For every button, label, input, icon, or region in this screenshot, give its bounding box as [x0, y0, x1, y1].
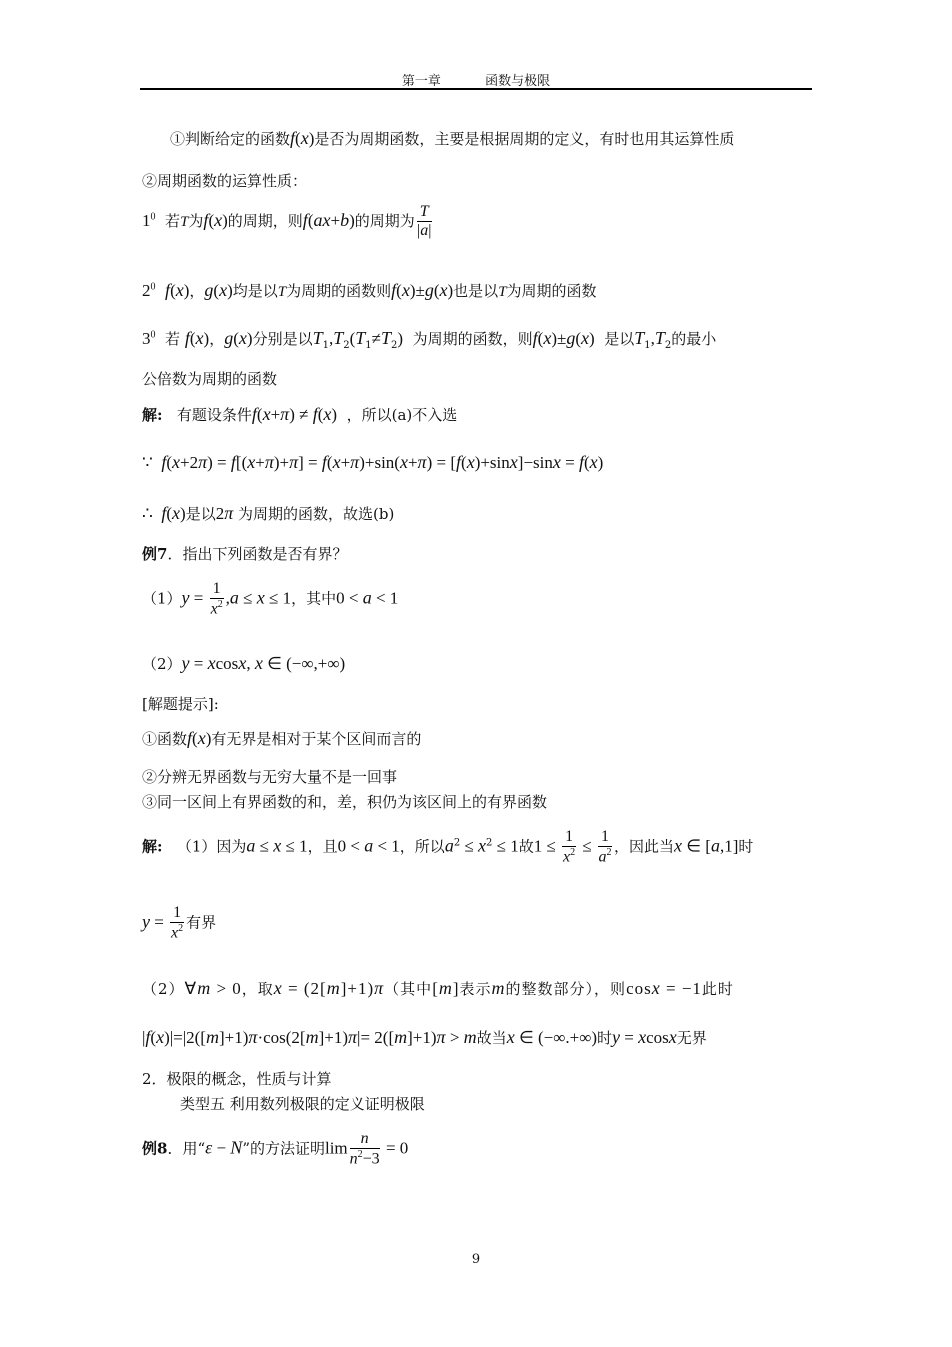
text-line: 例7．指出下列函数是否有界？: [142, 545, 348, 563]
page-number: 9: [471, 1252, 481, 1267]
page-header: [140, 70, 812, 90]
text-line: ②分辨无界函数与无穷大量不是一回事: [142, 768, 398, 786]
text-line: ①判断给定的函数f(x)是否为周期函数，主要是根据周期的定义，有时也用其运算性质: [170, 128, 735, 148]
text-line: 公倍数为周期的函数: [142, 370, 278, 388]
text-line: ②周期函数的运算性质：: [142, 172, 308, 190]
text-line: （2）∀m > 0，取x = (2[m]+1)π（其中[m]表示m的整数部分），则cosx = −1此时: [142, 978, 734, 998]
chapter-label: 第一章: [401, 74, 441, 89]
text-line: ①函数f(x)有无界是相对于某个区间而言的: [142, 728, 422, 748]
text-line: $1^0$ 若T为f(x)的周期，则f(ax+b)的周期为 $\frac{T}{|a|}$: [142, 203, 432, 240]
text-line: （1）y = $\frac{1}{x^2}$ ,a ≤ x ≤ 1，其中0 < a < 1: [142, 580, 399, 618]
text-line: y = $\frac{1}{x^2}$ 有界: [142, 904, 217, 942]
text-line: 解: 有题设条件f(x+π) ≠ f(x) ，所以(a)不入选: [142, 404, 458, 424]
text-line: $3^0$ 若 f(x)，g(x)分别是以$T_1,T_2(T_1\ne T_2)$ 为周期的函数，则f(x)±g(x) 是以$T_1,T_2$的最小: [142, 328, 717, 351]
text-line: [解题提示]:: [142, 695, 219, 713]
text-line: $2^0$ f(x)，g(x)均是以T为周期的函数则f(x)±g(x)也是以T为周期的函数: [142, 280, 597, 300]
text-line: ∵ f(x+2π) = f[(x+π)+π] = f(x+π)+sin(x+π) = [f(x)+sinx]−sinx = f(x): [142, 452, 604, 472]
text-line: 解: （1）因为a ≤ x ≤ 1，且0 < a < 1，所以$a^2 \le x^2 \le 1$故1 ≤ $\frac{1}{x^2}$ ≤ $\frac{1}{a^2}$ ，因此当x ∈ [a,1]时: [142, 828, 754, 866]
text-line: （2）y = xcosx, x ∈ (−∞,+∞): [142, 653, 346, 673]
text-line: ∴ f(x)是以2π 为周期的函数，故选(b): [142, 503, 395, 523]
text-line: ③同一区间上有界函数的和，差，积仍为该区间上的有界函数: [142, 793, 548, 811]
subsection-heading: 类型五 利用数列极限的定义证明极限: [180, 1095, 425, 1113]
text-line: 例8．用“ε − N”的方法证明lim $\frac{n}{n^2-3}$ = 0: [142, 1130, 409, 1168]
text-line: |f(x)|=|2([m]+1)π·cos(2[m]+1)π|= 2([m]+1)π > m故当x ∈ (−∞.+∞)时y = xcosx无界: [142, 1027, 707, 1047]
section-heading: 2．极限的概念，性质与计算: [142, 1070, 332, 1088]
chapter-title: 函数与极限: [485, 74, 551, 89]
